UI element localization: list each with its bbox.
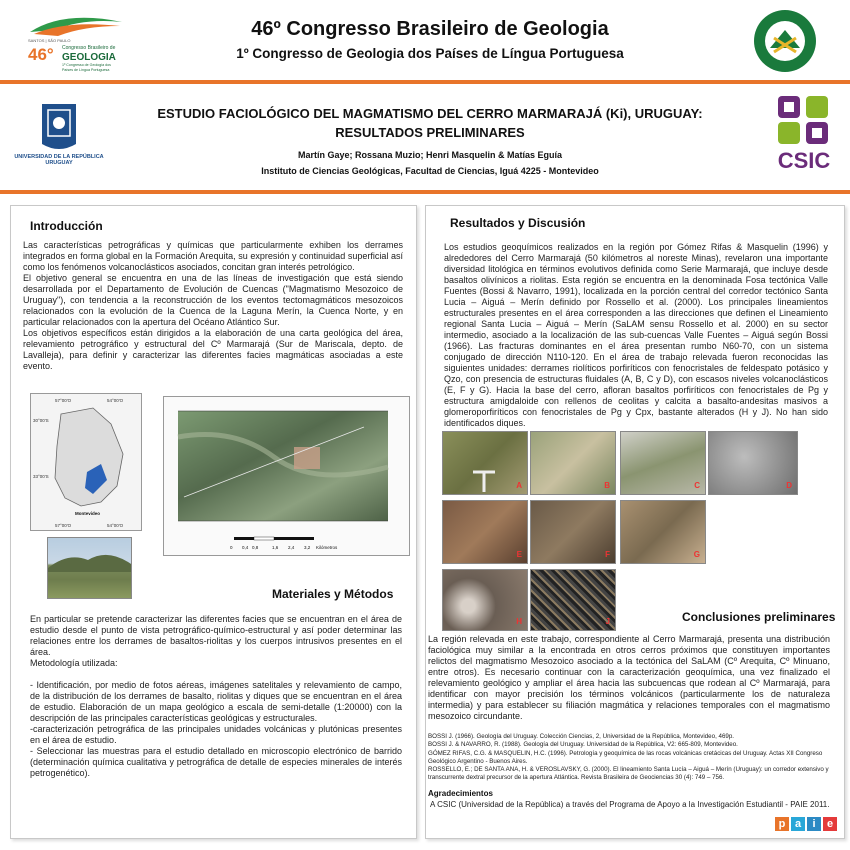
conclusions-body: La región relevada en este trabajo, correspondiente al Cerro Marmarajá, presenta una distribución faciológica muy similar a la encontrada en otros cerros próximos que constituyen importantes relictos del magmatismo Mesozoico asociado a la tectónica del SaLAM (Cº Arequita, Cº Minuano, entre otros). Es necesario continuar con la caracterización geoquímica, una vez finalizado el relevamiento geológico y ampliar el área hacia las subcuencas que rodean al Cº Marmarajá, para identificar con mayor precisión los términos volcánicos (particularmente los de naturaleza intermedia) y para establecer su filiación magmática y relaciones temporales con el magmatismo mesozoico circundante. xyxy=(428,634,830,721)
intro-paragraph-3: Los objetivos específicos están dirigidos a la elaboración de una carta geológica del área, relevamiento petrográfico y estructural del Cº Marmarajá (Sur de Mariscala, depto. de Lavalleja), para definir y caracterizar las diferentes facies magmáticas asociadas a este evento. xyxy=(23,328,403,371)
photo-f xyxy=(530,500,616,564)
society-seal-icon xyxy=(752,8,818,74)
satellite-map xyxy=(163,396,410,556)
methods-paragraph-2: Metodología utilizada: xyxy=(30,658,118,668)
hill-landscape-icon xyxy=(48,538,131,598)
svg-text:SANTOS | SÃO PAULO: SANTOS | SÃO PAULO xyxy=(28,38,71,43)
photo-label-h: H xyxy=(516,617,522,626)
svg-text:54°00'O: 54°00'O xyxy=(107,523,124,528)
reference-item: ROSSELLO, E.; DE SANTA ANA, H. & VEROSLAVSKY, G. (2000). El lineamiento Santa Lucía – Aiguá – Merín (Uruguay): un corredor extensivo y transcurrente dextral precursor de la apertura Atlántica. Revista Brasileira de Geociencias 30 (4): 749 – 756. xyxy=(428,766,829,782)
svg-text:33°00'S: 33°00'S xyxy=(33,474,49,479)
methods-paragraph-5: - Seleccionar las muestras para el estudio detallado en microscopio electrónico de barrido (determinación química cualitativa y petrográfica de detalle de especies minerales de interés petrogenético). xyxy=(30,746,402,778)
rock-hammer-icon xyxy=(443,432,527,494)
csic-logo xyxy=(774,94,834,178)
photo-a xyxy=(442,431,528,495)
photo-c xyxy=(620,431,706,495)
uruguay-location-map xyxy=(30,393,142,531)
photo-e xyxy=(442,500,528,564)
methods-paragraph-4: -caracterización petrográfica de las principales unidades volcánicas y plutónicas presentes en el área de estudio. xyxy=(30,724,402,745)
results-title: Resultados y Discusión xyxy=(450,216,586,230)
congress-logo-icon xyxy=(24,8,128,74)
svg-text:1º Congresso de Geologia dos: 1º Congresso de Geologia dos xyxy=(62,63,111,67)
svg-text:57°00'O: 57°00'O xyxy=(55,523,72,528)
svg-text:0,8: 0,8 xyxy=(252,545,259,550)
conclusions-title: Conclusiones preliminares xyxy=(682,610,836,624)
header-divider xyxy=(0,80,850,84)
photo-label-b: B xyxy=(604,481,610,490)
svg-text:0: 0 xyxy=(230,545,233,550)
intro-paragraph-1: Las características petrográficas y químicas que particularmente exhiben los derrames integrados en forma global en la Formación Arequita, su expresión y continuidad superficial así como los fenómenos volcanoclásticos asociados, concitan gran interés petrológico. xyxy=(23,240,403,272)
satellite-image-icon xyxy=(164,397,409,555)
methods-body xyxy=(30,614,402,779)
photo-label-g: G xyxy=(693,550,700,559)
photo-d xyxy=(708,431,798,495)
society-seal xyxy=(752,8,818,74)
paie-logo xyxy=(775,814,845,832)
reference-item: GÓMEZ RIFAS, C.G. & MASQUELIN, H.C. (1996). Petrología y geoquímica de las rocas volcánicas cretácicas del Uruguay. Actas XII Congreso Geológico Argentino - Buenos Aires. xyxy=(428,749,823,765)
methods-title: Materiales y Métodos xyxy=(272,587,394,601)
results-body: Los estudios geoquímicos realizados en la región por Gómez Rifas & Masquelin (1996) y alrededores del Cerro Marmarajá (50 kilómetros al noreste Minas), revelaron una importante diversidad litológica en términos evolutivos definida como Serie Marmarajá, que incluye desde basaltos olivínicos a riolitas. Esta región se encuentra en la denominada Fosa tectónica Valle Fuentes (Bossi & Navarro, 1991), localizada en la porción central del corredor tectónico Santa Lucia – Aiguá – Merín definido por Rossello et al. (2000). Los principales lineamientos estructurales presentes en el área corresponden a las direcciones que definen el Lineamiento regional Santa Lucia – Aiguá – Merín (SaLAM sensu Rossello et al. 2000) en su sector intermedio, asociado a la localización de las sub-cuencas Valle Fuentes – Aiguá según Bossi (1966). Las fracturas dominantes en el área presentan rumbo N60-70, con un sistema conjugado de dirección N110-120. En el área de trabajo relevada fueron reconocidas las siguientes unidades: derrames riolíticos porfiríticos con fenocristales de feldespato potásico y Qzo, con presencia de estructuras fluidales (A, B, C y D), con escasos niveles volcanoclásticos (E, F y G). Hacia la base del cerro, afloran basaltos porfiríticos con fenocristales de Pg y estructura amigdaloide con rellenos de ceolitas y calcita a basalto-andesitas masivos a glomeroporfiríticos con fenocristales de Pg y Cpx, bastante alterados (H y J). No han sido identificados diques. xyxy=(444,242,828,428)
landscape-photo xyxy=(47,537,132,599)
acknowledgements-title: Agradecimientos xyxy=(428,789,493,798)
svg-text:0,4: 0,4 xyxy=(242,545,249,550)
references xyxy=(428,733,830,783)
reference-item: BOSSI J. & NAVARRO, R. (1988). Geología del Uruguay. Universidad de la República, V2: 665-809, Montevideo. xyxy=(428,741,738,749)
paie-letter-a: a xyxy=(791,817,805,831)
paper-title-line1: ESTUDIO FACIOLÓGICO DEL MAGMATISMO DEL CERRO MARMARAJÁ (Ki), URUGUAY: xyxy=(157,106,703,121)
photo-b xyxy=(530,431,616,495)
photo-g xyxy=(620,500,706,564)
university-country: URUGUAY xyxy=(45,160,73,166)
congress-title: 46º Congresso Brasileiro de Geologia xyxy=(251,18,609,40)
paper-title-line2: RESULTADOS PRELIMINARES xyxy=(335,125,525,140)
congress-subtitle: 1º Congresso de Geologia dos Países de Língua Portuguesa xyxy=(236,46,624,61)
photo-label-a: A xyxy=(516,481,522,490)
intro-body xyxy=(23,240,403,372)
authors: Martín Gaye; Rossana Muzio; Henri Masquelin & Matías Eguía xyxy=(297,150,563,160)
svg-text:54°00'O: 54°00'O xyxy=(107,398,124,403)
congress-logo xyxy=(24,8,128,74)
svg-text:GEOLOGIA: GEOLOGIA xyxy=(62,52,116,63)
svg-text:57°00'O: 57°00'O xyxy=(55,398,72,403)
body-divider xyxy=(0,190,850,194)
svg-text:46°: 46° xyxy=(28,45,54,64)
photo-label-c: C xyxy=(694,481,700,490)
photo-label-j: J xyxy=(605,617,610,626)
csic-wordmark: CSIC xyxy=(777,148,831,173)
intro-paragraph-2: El objetivo general se encuentra en una de las líneas de investigación que está siendo desarrollada por el Departamento de Evolución de Cuencas ("Magmatismo Mesozoico de Uruguay"), con tendencia a la reconstrucción de los eventos tectomagmáticos mesozoicos relacionados con la evolución de la Cuenca de la Laguna Merín, la Cuenca Norte, y en particular relacionados con la apertura del Océano Atlántico Sur. xyxy=(23,273,403,327)
udelar-logo xyxy=(8,102,110,178)
paie-letter-p: p xyxy=(775,817,789,831)
svg-text:1,6: 1,6 xyxy=(272,545,279,550)
reference-item: BOSSI J. (1966). Geología del Uruguay. Colección Ciencias, 2, Universidad de la República, Montevideo, 469p. xyxy=(428,733,734,740)
photo-label-e: E xyxy=(516,550,522,559)
university-name: UNIVERSIDAD DE LA REPÚBLICA xyxy=(14,154,104,160)
csic-mark-icon xyxy=(774,94,834,148)
photo-label-d: D xyxy=(786,481,792,490)
svg-text:Montevideo: Montevideo xyxy=(75,511,101,516)
svg-text:3,2: 3,2 xyxy=(304,545,311,550)
svg-text:2,4: 2,4 xyxy=(288,545,295,550)
svg-text:Congresso Brasileiro de: Congresso Brasileiro de xyxy=(62,45,116,51)
paie-letter-e: e xyxy=(823,817,837,831)
uruguay-map-icon xyxy=(31,394,141,530)
paie-letter-i: i xyxy=(807,817,821,831)
photo-h xyxy=(442,569,528,631)
paper-title xyxy=(120,104,740,142)
methods-paragraph-3: - Identificación, por medio de fotos aéreas, imágenes satelitales y relevamiento de campo, de la distribución de los derrames de basalto, riolitas y diques que se encuentran en el área de estudio. Elaboración de un mapa geológico a escala de semi-detalle (1:20000) con la descripción de las principales características geológicas y estructurales. xyxy=(30,680,402,723)
svg-text:30°00'S: 30°00'S xyxy=(33,418,49,423)
svg-text:Kilómetros: Kilómetros xyxy=(316,545,338,550)
acknowledgements-text: A CSIC (Universidad de la República) a través del Programa de Apoyo a la Investigación Estudiantil - PAIE 2011. xyxy=(430,800,830,809)
intro-title: Introducción xyxy=(30,219,103,233)
photo-label-f: F xyxy=(605,550,610,559)
photo-j xyxy=(530,569,616,631)
university-shield-icon xyxy=(8,102,110,152)
institute: Instituto de Ciencias Geológicas, Facultad de Ciencias, Iguá 4225 - Montevideo xyxy=(261,166,599,176)
svg-text:Países de Língua Portuguesa: Países de Língua Portuguesa xyxy=(62,68,110,72)
methods-paragraph-1: En particular se pretende caracterizar las diferentes facies que se encuentran en el área de estudio desde el punto de vista petrográfico-químico-estructural y así poder determinar las relaciones entre los derrames de basaltos-riolitas y los cuerpos intrusivos presentes en el área. xyxy=(30,614,402,657)
